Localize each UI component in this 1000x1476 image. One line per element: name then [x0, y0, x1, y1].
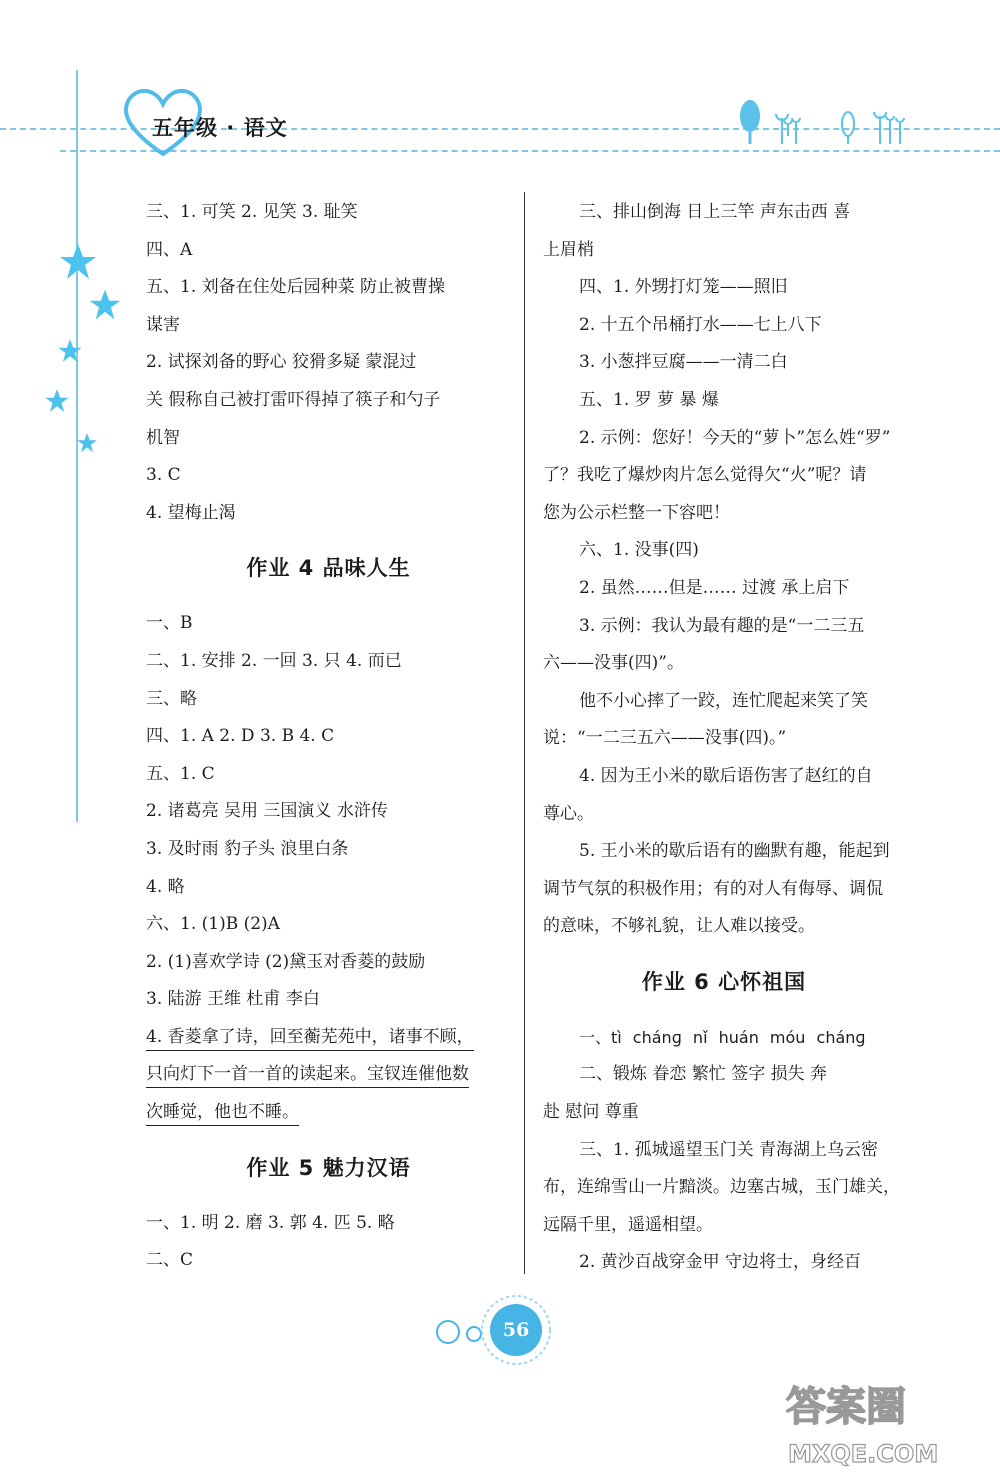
answer-line: 2. 黄沙百战穿金甲 守边将士，身经百: [579, 1252, 862, 1273]
answer-line: 一、1. 明 2. 磨 3. 郭 4. 匹 5. 略: [146, 1212, 395, 1233]
answer-line: 六、1. (1)B (2)A: [146, 914, 280, 935]
answer-line: 五、1. C: [146, 763, 215, 784]
answer-line: 上眉梢: [543, 239, 594, 260]
underlined-answer-line: [146, 1019, 511, 1057]
answer-line: 关 假称自己被打雷吓得掉了筷子和勺子: [146, 389, 441, 410]
section-title: 作业 6 心怀祖国: [641, 969, 807, 994]
svg-text:答案圈: 答案圈: [786, 1384, 906, 1430]
answer-line: 他不小心摔了一跤，连忙爬起来笑了笑: [579, 690, 868, 711]
page-number: 56: [490, 1304, 542, 1356]
answer-line: 3. 陆游 王维 杜甫 李白: [146, 989, 320, 1010]
answer-line: 2. 十五个吊桶打水——七上八下: [579, 314, 822, 335]
answer-line: 4. 略: [146, 876, 185, 897]
answer-line: 3. 小葱拌豆腐——一清二白: [579, 352, 788, 373]
answer-line: 六——没事(四)”。: [543, 653, 684, 674]
answer-line: 六、1. 没事(四): [579, 540, 699, 561]
star-icon: [57, 338, 83, 364]
section-title: 作业 4 品味人生: [246, 556, 411, 581]
answer-line: 3. C: [146, 465, 181, 486]
answer-line: 的意味，不够礼貌，让人难以接受。: [543, 916, 815, 937]
answer-line: 三、排山倒海 日上三竿 声东击西 喜: [579, 202, 851, 222]
left-answer-column: [146, 194, 511, 1280]
page-header-title: 五年级 · 语文: [152, 116, 288, 140]
answer-line: 二、锻炼 眷恋 繁忙 签字 损失 奔: [579, 1064, 828, 1085]
answer-line: 说：“一二三五六——没事(四)。”: [543, 728, 787, 749]
answer-line: 远隔千里，遥遥相望。: [543, 1214, 713, 1235]
answer-line: 三、1. 可笑 2. 见笑 3. 耻笑: [146, 202, 358, 222]
answer-line: 四、1. 外甥打灯笼——照旧: [579, 277, 788, 298]
tree-decoration-icon: [730, 96, 920, 146]
answer-line: 5. 王小米的歇后语有的幽默有趣，能起到: [579, 841, 890, 862]
answer-line: 2. 示例：您好！今天的“萝卜”怎么姓“罗”: [579, 427, 891, 448]
answer-line: 二、C: [146, 1250, 194, 1271]
answer-line: 赴 慰问 尊重: [543, 1102, 639, 1123]
answer-line: 调节气氛的积极作用；有的对人有侮辱、调侃: [543, 878, 883, 899]
underlined-answer-line: [146, 1094, 511, 1132]
answer-line: 了？我吃了爆炒肉片怎么觉得欠“火”呢？请: [543, 465, 867, 486]
answer-line: 三、1. 孤城遥望玉门关 青海湖上乌云密: [579, 1139, 879, 1160]
column-divider: [524, 192, 525, 1274]
answer-line: 五、1. 罗 萝 暴 爆: [579, 389, 719, 410]
answer-line: 三、略: [146, 688, 197, 709]
answer-line: 尊心。: [543, 803, 594, 824]
underlined-text: 4. 香菱拿了诗，回至蘅芜苑中，诸事不顾，: [146, 1027, 474, 1051]
section-title: 作业 5 魅力汉语: [246, 1155, 411, 1180]
answer-line: 4. 望梅止渴: [146, 502, 236, 523]
star-icon: [58, 242, 98, 282]
right-answer-column: [543, 194, 905, 1282]
answer-line: 4. 因为王小米的歇后语伤害了赵红的自: [579, 765, 873, 786]
underlined-text: 只向灯下一首一首的读起来。宝钗连催他数: [146, 1064, 469, 1088]
answer-line: 一、B: [146, 613, 193, 634]
answer-line: 3. 示例：我认为最有趣的是“一二三五: [579, 615, 865, 636]
answer-line: 谋害: [146, 314, 180, 335]
answer-line: 五、1. 刘备在住处后园种菜 防止被曹操: [146, 277, 446, 298]
answer-line: 四、A: [146, 239, 193, 260]
star-icon: [44, 388, 70, 414]
star-icon: [76, 432, 98, 454]
answer-line: 布，连绵雪山一片黯淡。边塞古城，玉门雄关，: [543, 1177, 900, 1198]
answer-line: 2. (1)喜欢学诗 (2)黛玉对香菱的鼓励: [146, 951, 426, 972]
answer-line: 2. 虽然……但是…… 过渡 承上启下: [579, 577, 850, 598]
answer-line: 四、1. A 2. D 3. B 4. C: [146, 726, 335, 747]
watermark-logo: [780, 1378, 990, 1468]
answer-line: 2. 诸葛亮 吴用 三国演义 水浒传: [146, 801, 388, 822]
star-icon: [88, 288, 122, 322]
svg-text:MXQE.COM: MXQE.COM: [788, 1440, 939, 1468]
answer-line: 您为公示栏整一下容吧！: [543, 502, 730, 523]
answer-line: 2. 试探刘备的野心 狡猾多疑 蒙混过: [146, 352, 417, 373]
underlined-text: 次睡觉，他也不睡。: [146, 1102, 299, 1126]
answer-line: 机智: [146, 427, 180, 448]
pinyin-answer-line: 一、tì chánɡ nǐ huán móu chánɡ: [579, 1027, 866, 1047]
underlined-answer-line: [146, 1056, 511, 1094]
answer-line: 3. 及时雨 豹子头 浪里白条: [146, 838, 349, 859]
answer-line: 二、1. 安排 2. 一回 3. 只 4. 而已: [146, 650, 402, 671]
